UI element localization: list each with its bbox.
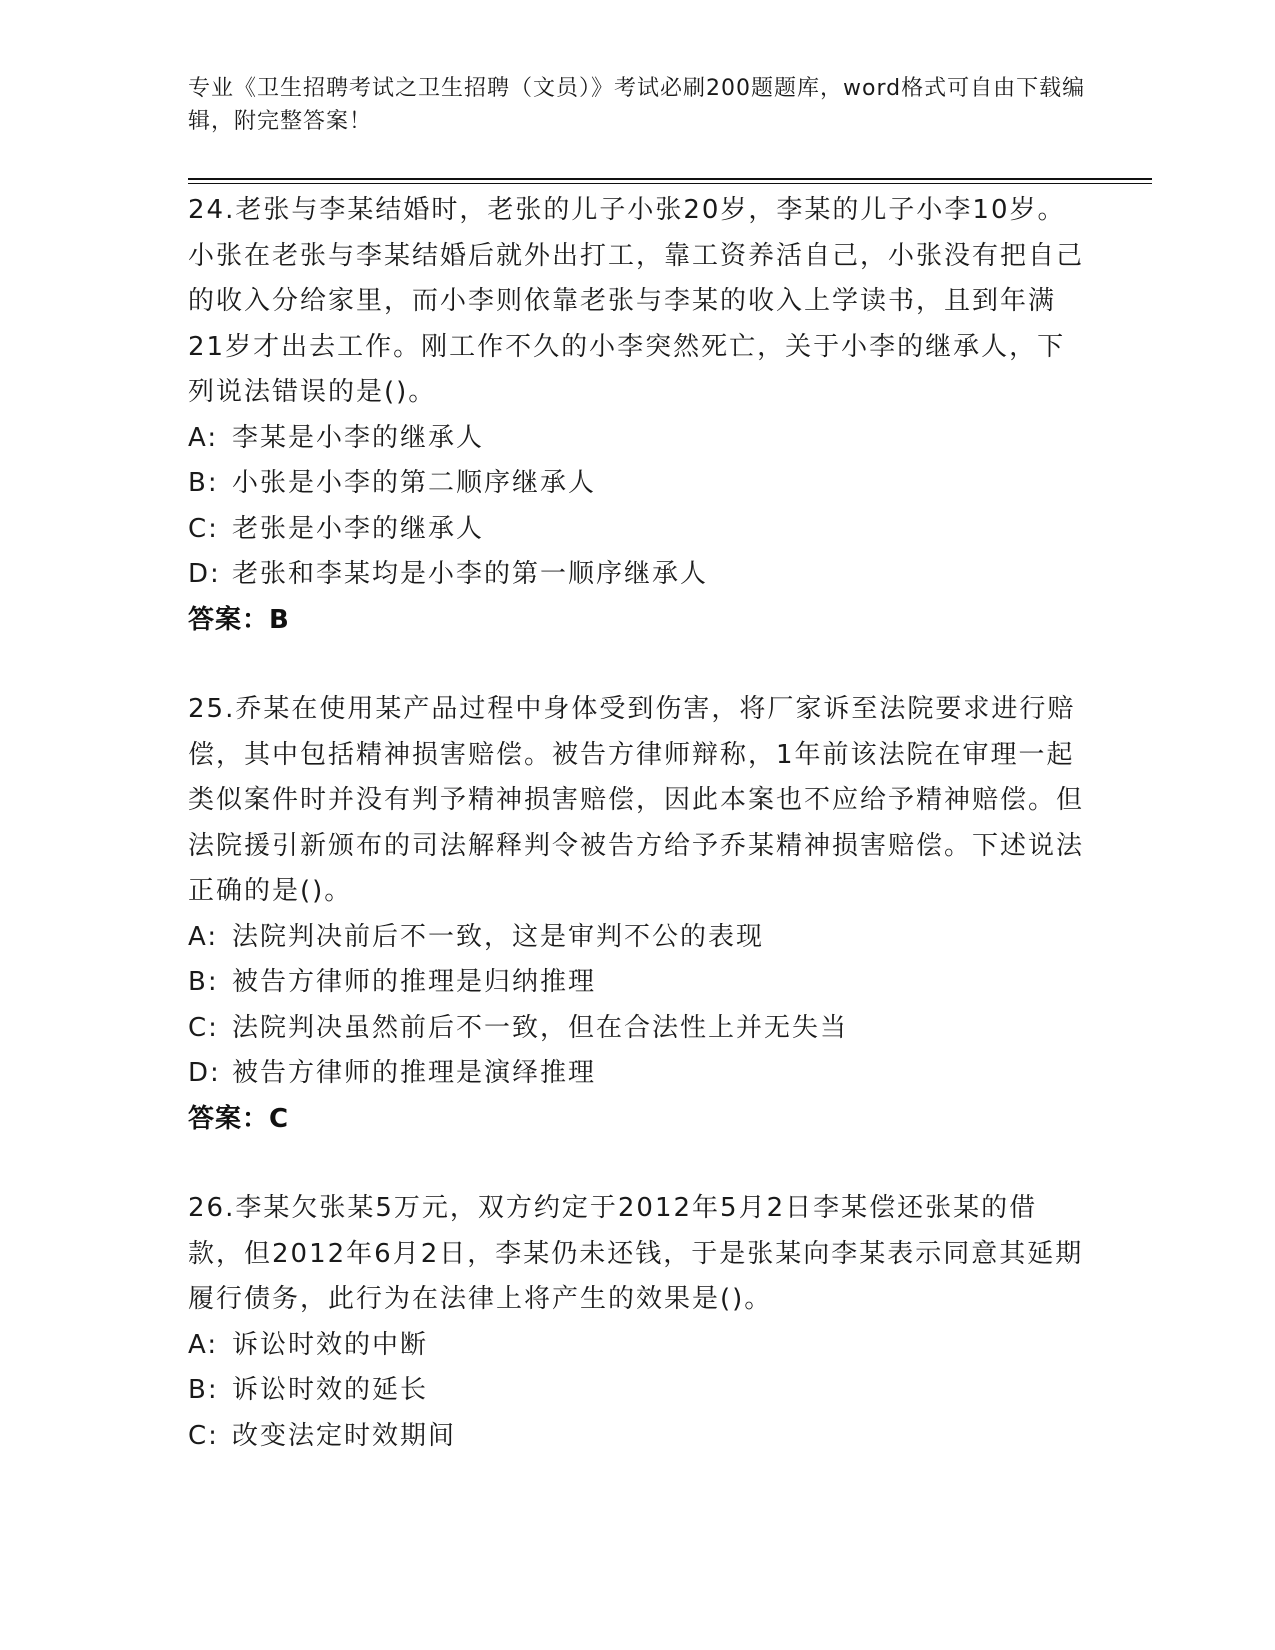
option-c bbox=[188, 1414, 1088, 1460]
option-label: C: bbox=[188, 1012, 219, 1043]
option-label: A: bbox=[188, 1329, 219, 1360]
option-c bbox=[188, 507, 1088, 553]
option-label: C: bbox=[188, 513, 219, 544]
option-text: 改变法定时效期间 bbox=[232, 1420, 457, 1451]
option-text: 被告方律师的推理是归纳推理 bbox=[232, 967, 597, 997]
option-d bbox=[188, 1051, 1088, 1097]
question-text: 24.老张与李某结婚时，老张的儿子小张20岁，李某的儿子小李10岁。小张在老张与李某结婚后就外出打工，靠工资养活自己，小张没有把自己的收入分给家里，而小李则依靠老张与李某的收入上学读书，且到年满21岁才出去工作。刚工作不久的小李突然死亡，关于小李的继承人，下列说法错误的是()。 bbox=[188, 195, 1085, 407]
header-rule-thin bbox=[188, 183, 1152, 184]
option-label: A: bbox=[188, 422, 219, 453]
option-a bbox=[188, 416, 1088, 462]
option-a bbox=[188, 915, 1088, 961]
question-text: 25.乔某在使用某产品过程中身体受到伤害，将厂家诉至法院要求进行赔偿，其中包括精神损害赔偿。被告方律师辩称，1年前该法院在审理一起类似案件时并没有判予精神损害赔偿，因此本案也不应给予精神赔偿。但法院援引新颁布的司法解释判令被告方给予乔某精神损害赔偿。下述说法正确的是()。 bbox=[188, 694, 1085, 906]
option-label: B: bbox=[188, 468, 219, 498]
option-text: 法院判决虽然前后不一致，但在合法性上并无失当 bbox=[232, 1012, 849, 1043]
question-26 bbox=[188, 1186, 1088, 1459]
option-a bbox=[188, 1323, 1088, 1369]
option-b bbox=[188, 960, 1088, 1006]
document-header: 专业《卫生招聘考试之卫生招聘（文员）》考试必刷200题题库，word格式可自由下载编辑，附完整答案！ bbox=[188, 76, 1086, 134]
option-b bbox=[188, 461, 1088, 507]
option-text: 法院判决前后不一致，这是审判不公的表现 bbox=[232, 921, 765, 952]
option-text: 老张是小李的继承人 bbox=[232, 513, 485, 544]
question-text: 26.李某欠张某5万元，双方约定于2012年5月2日李某偿还张某的借款，但2012年6月2日，李某仍未还钱，于是张某向李某表示同意其延期履行债务，此行为在法律上将产生的效果是()。 bbox=[188, 1193, 1084, 1314]
option-text: 小张是小李的第二顺序继承人 bbox=[232, 468, 597, 498]
option-label: C: bbox=[188, 1420, 219, 1451]
option-label: D: bbox=[188, 559, 221, 589]
option-text: 诉讼时效的中断 bbox=[232, 1329, 429, 1360]
answer-text: 答案：B bbox=[188, 604, 290, 635]
option-d bbox=[188, 552, 1088, 598]
header-rule-thick bbox=[188, 178, 1152, 180]
question-24 bbox=[188, 188, 1088, 643]
question-list bbox=[188, 188, 1088, 1503]
option-label: B: bbox=[188, 1375, 219, 1405]
option-label: B: bbox=[188, 967, 219, 997]
option-text: 老张和李某均是小李的第一顺序继承人 bbox=[232, 559, 709, 589]
option-b bbox=[188, 1368, 1088, 1414]
option-label: A: bbox=[188, 921, 219, 952]
option-label: D: bbox=[188, 1058, 221, 1088]
answer-text: 答案：C bbox=[188, 1103, 290, 1134]
option-text: 诉讼时效的延长 bbox=[232, 1375, 429, 1405]
option-text: 被告方律师的推理是演绎推理 bbox=[232, 1058, 597, 1088]
question-25 bbox=[188, 687, 1088, 1142]
option-text: 李某是小李的继承人 bbox=[232, 422, 485, 453]
option-c bbox=[188, 1006, 1088, 1052]
